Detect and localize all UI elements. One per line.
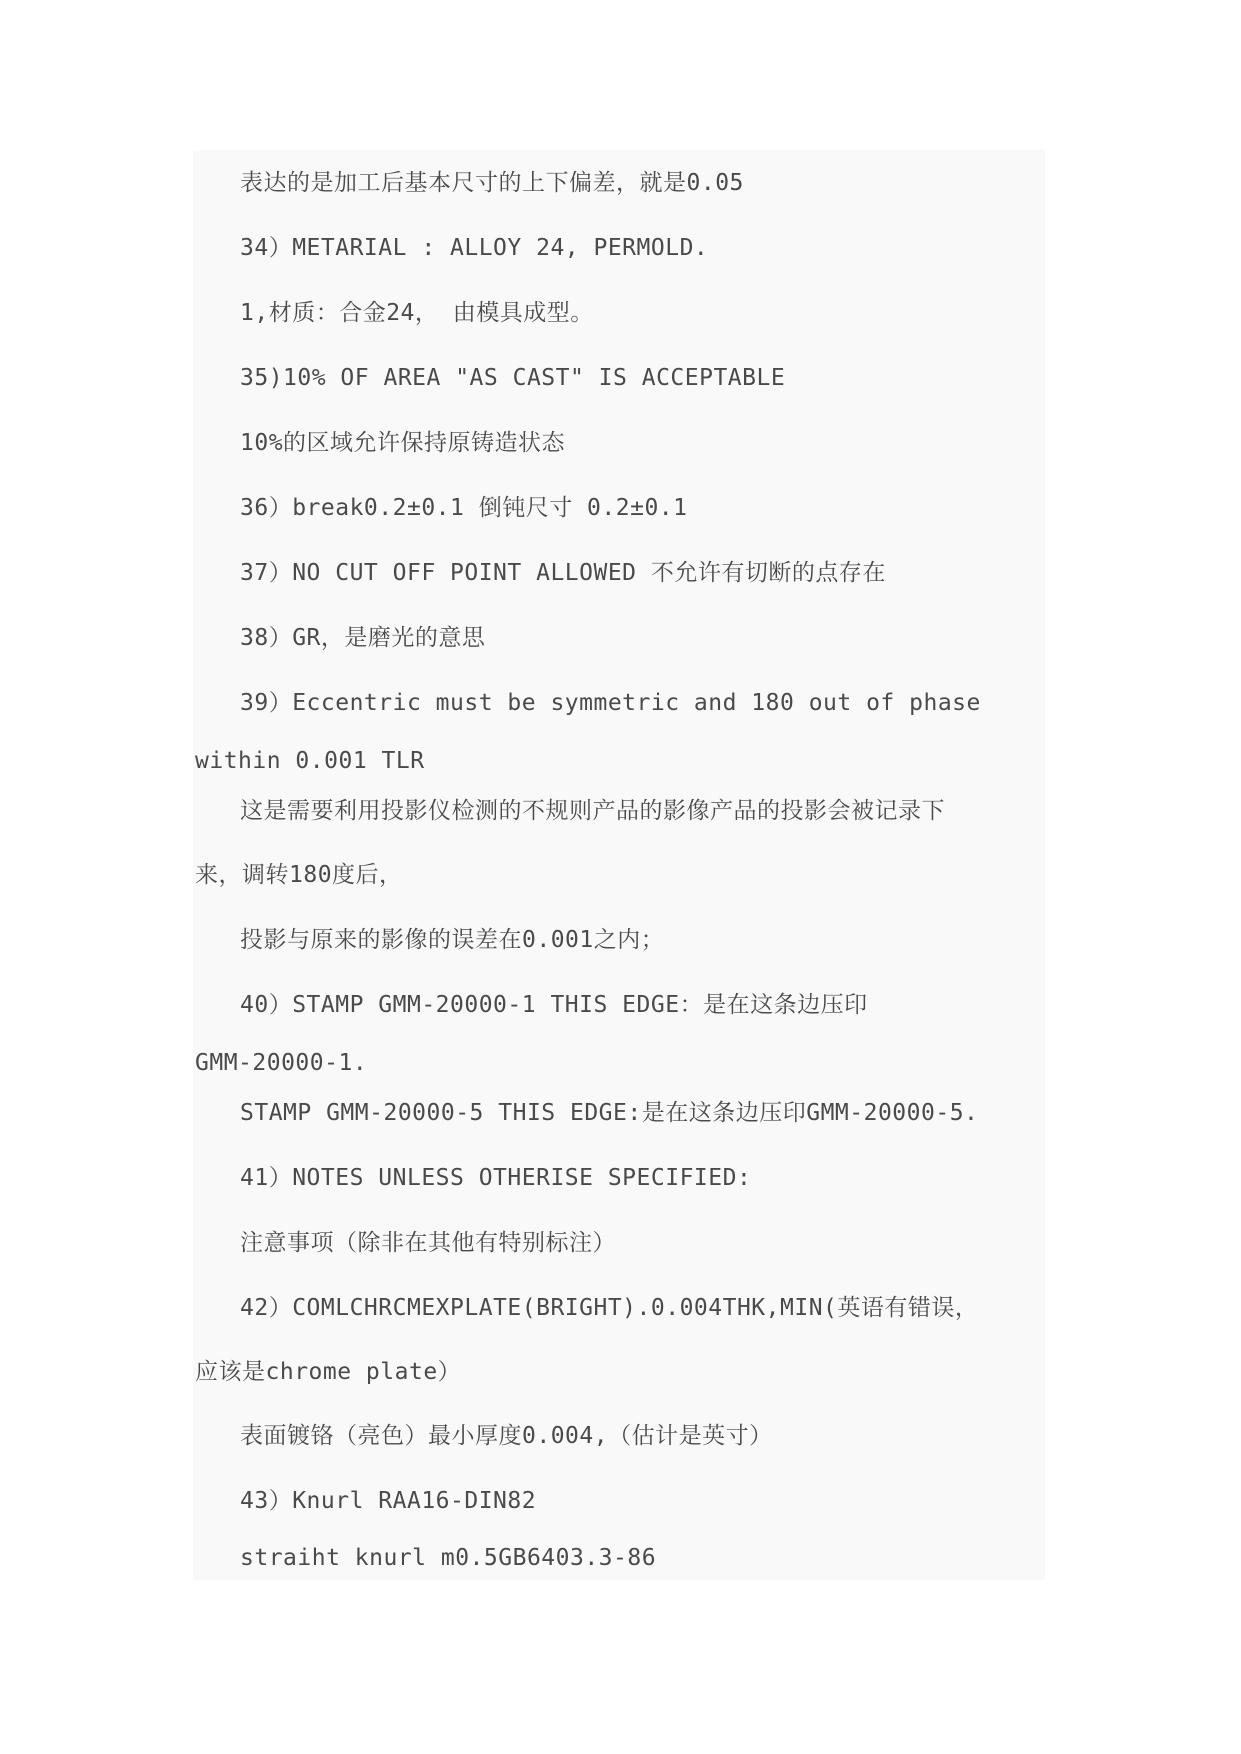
- text-line: 36）break0.2±0.1 倒钝尺寸 0.2±0.1: [240, 495, 688, 521]
- text-line: straiht knurl m0.5GB6403.3-86: [240, 1545, 657, 1571]
- text-line: 应该是chrome plate）: [195, 1359, 462, 1385]
- text-line: GMM-20000-1.: [195, 1050, 368, 1076]
- text-line: 表面镀铬（亮色）最小厚度0.004,（估计是英寸）: [240, 1423, 773, 1449]
- text-line: 投影与原来的影像的误差在0.001之内；: [240, 927, 665, 953]
- text-line: 10%的区域允许保持原铸造状态: [240, 430, 566, 456]
- text-line: 38）GR，是磨光的意思: [240, 625, 486, 651]
- text-line: within 0.001 TLR: [195, 748, 425, 774]
- text-line: 这是需要利用投影仪检测的不规则产品的影像产品的投影会被记录下: [240, 798, 945, 824]
- text-line: 表达的是加工后基本尺寸的上下偏差，就是0.05: [240, 170, 744, 196]
- text-line: 43）Knurl RAA16-DIN82: [240, 1488, 537, 1514]
- text-line: 37）NO CUT OFF POINT ALLOWED 不允许有切断的点存在: [240, 560, 886, 586]
- text-line: 42）COMLCHRCMEXPLATE(BRIGHT).0.004THK,MIN(英语有错误，: [240, 1295, 979, 1321]
- text-line: 39）Eccentric must be symmetric and 180 out of phase: [240, 690, 981, 716]
- text-line: STAMP GMM-20000-5 THIS EDGE:是在这条边压印GMM-20000-5.: [240, 1100, 979, 1126]
- text-line: 34）METARIAL : ALLOY 24, PERMOLD.: [240, 235, 709, 261]
- text-line: 40）STAMP GMM-20000-1 THIS EDGE：是在这条边压印: [240, 992, 868, 1018]
- text-line: 1,材质：合金24， 由模具成型。: [240, 300, 594, 326]
- text-line: 注意事项（除非在其他有特别标注）: [240, 1230, 616, 1256]
- text-line: 来，调转180度后，: [195, 862, 403, 888]
- text-line: 41）NOTES UNLESS OTHERISE SPECIFIED:: [240, 1165, 752, 1191]
- text-line: 35)10% OF AREA "AS CAST" IS ACCEPTABLE: [240, 365, 786, 391]
